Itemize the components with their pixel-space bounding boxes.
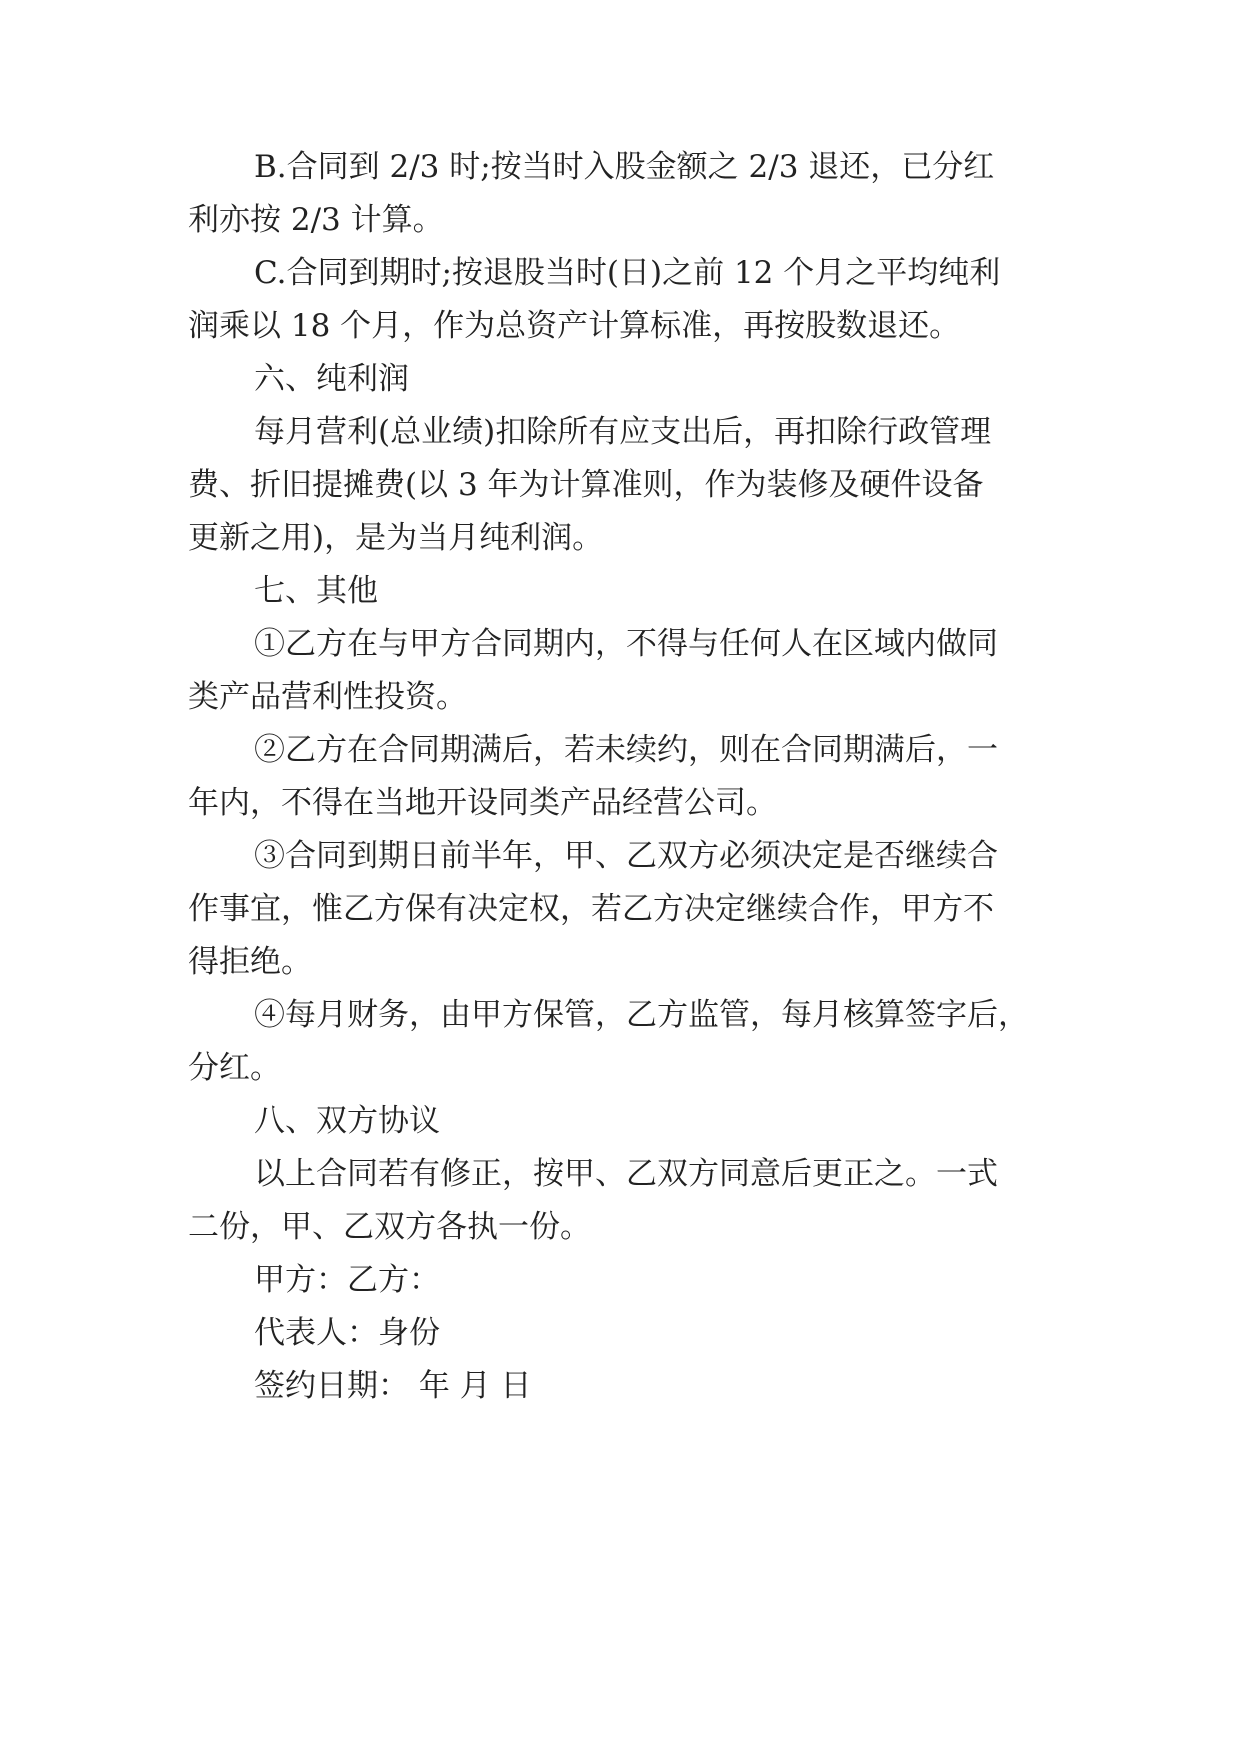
section-heading: 七、其他: [254, 573, 378, 609]
signature-date-line: 签约日期： 年 月 日: [254, 1368, 532, 1404]
text-line: 类产品营利性投资。: [188, 679, 467, 715]
text-line: ①乙方在与甲方合同期内，不得与任何人在区域内做同: [254, 626, 998, 662]
text-line: ③合同到期日前半年，甲、乙双方必须决定是否继续合: [254, 838, 998, 874]
text-line: B.合同到 2/3 时;按当时入股金额之 2/3 退还，已分红: [254, 149, 995, 185]
signature-representative-line: 代表人：身份: [254, 1315, 440, 1351]
text-line: ④每月财务，由甲方保管，乙方监管，每月核算签字后，: [254, 997, 1029, 1033]
text-line: 以上合同若有修正，按甲、乙双方同意后更正之。一式: [254, 1156, 998, 1192]
section-heading: 六、纯利润: [254, 361, 409, 397]
text-line: 年内，不得在当地开设同类产品经营公司。: [188, 785, 777, 821]
text-line: 利亦按 2/3 计算。: [188, 202, 444, 238]
text-line: C.合同到期时;按退股当时(日)之前 12 个月之平均纯利: [254, 255, 1001, 291]
signature-party-line: 甲方：乙方：: [254, 1262, 440, 1298]
text-line: 费、折旧提摊费(以 3 年为计算准则，作为装修及硬件设备: [188, 467, 984, 503]
text-line: 二份，甲、乙双方各执一份。: [188, 1209, 591, 1245]
text-line: 更新之用)，是为当月纯利润。: [188, 520, 604, 556]
text-line: ②乙方在合同期满后，若未续约，则在合同期满后，一: [254, 732, 998, 768]
text-line: 润乘以 18 个月，作为总资产计算标准，再按股数退还。: [188, 308, 961, 344]
text-line: 作事宜，惟乙方保有决定权，若乙方决定继续合作，甲方不: [188, 891, 994, 927]
text-line: 每月营利(总业绩)扣除所有应支出后，再扣除行政管理: [254, 414, 992, 450]
text-line: 得拒绝。: [188, 944, 312, 980]
section-heading: 八、双方协议: [254, 1103, 440, 1139]
text-line: 分红。: [188, 1050, 281, 1086]
